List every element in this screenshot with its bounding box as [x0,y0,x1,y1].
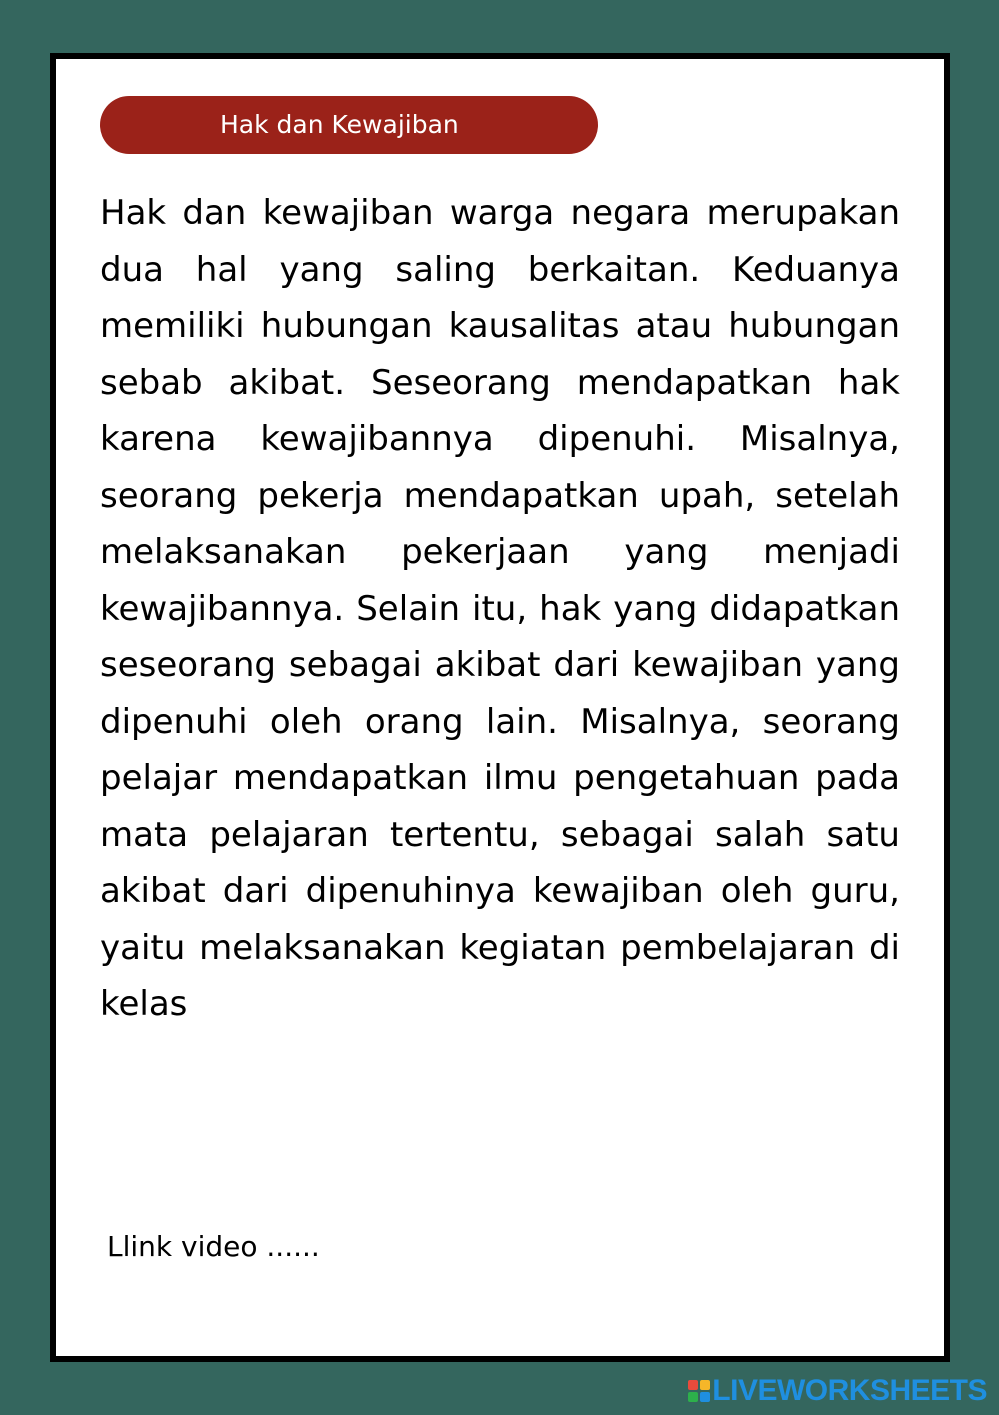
liveworksheets-logo-icon [688,1380,710,1402]
body-paragraph: Hak dan kewajiban warga negara merupakan dua hal yang saling berkaitan. Keduanya memiliki hubungan kausalitas atau hubungan sebab akibat. Seseorang mendapatkan hak karena kewajibannya dipenuhi. Misalnya, seorang pekerja mendapatkan upah, setelah melaksanakan pekerjaan yang menjadi kewajibannya. Selain itu, hak yang didapatkan seseorang sebagai akibat dari kewajiban yang dipenuhi oleh orang lain. Misalnya, seorang pelajar mendapatkan ilmu pengetahuan pada mata pelajaran tertentu, sebagai salah satu akibat dari dipenuhinya kewajiban oleh guru, yaitu melaksanakan kegiatan pembelajaran di kelas [100,193,900,1024]
logo-brand-text: LIVEWORKSHEETS [712,1374,987,1407]
worksheet-title: Hak dan Kewajiban [220,110,459,139]
liveworksheets-logo[interactable] [688,1374,987,1408]
logo-square-yellow [700,1380,710,1390]
title-banner [100,96,598,154]
video-link-label: Llink video ...... [107,1230,320,1263]
logo-square-blue [700,1392,710,1402]
logo-square-red [688,1380,698,1390]
logo-square-green [688,1392,698,1402]
worksheet-card [50,53,950,1362]
